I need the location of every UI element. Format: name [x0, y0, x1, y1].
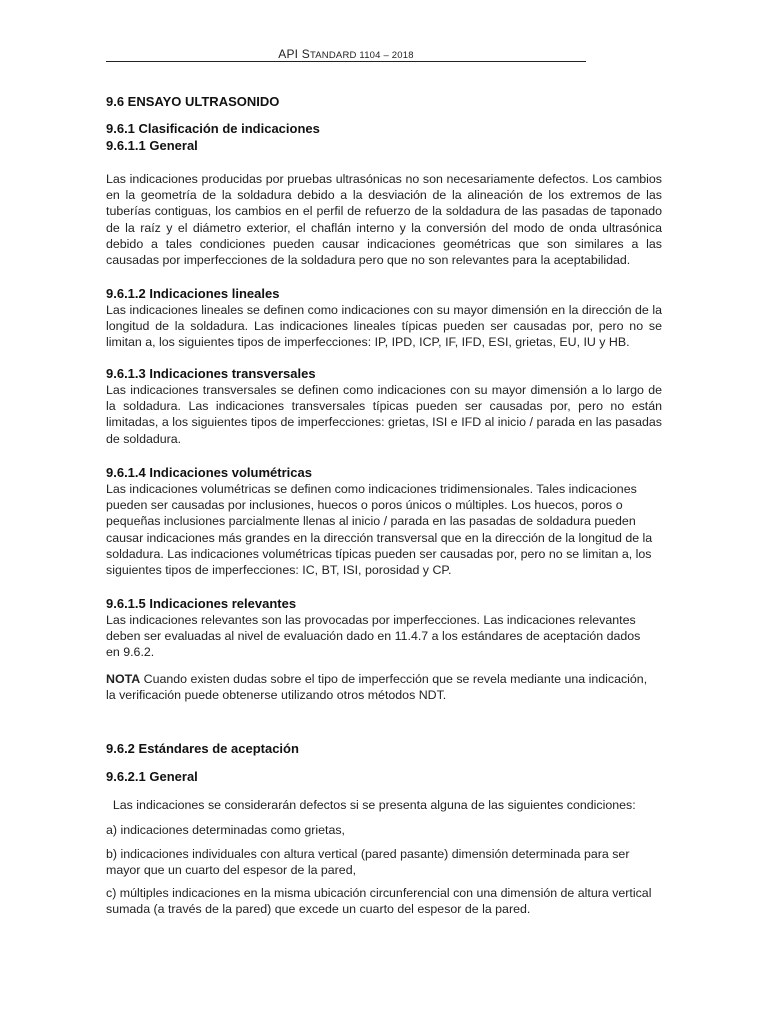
- text-line: Las indicaciones relevantes son las provocadas por imperfecciones. Las indicaciones relevantes: [106, 613, 636, 627]
- text-line: en 9.6.2.: [106, 645, 155, 660]
- paragraph-9-6-1-1: Las indicaciones producidas por pruebas ultrasónicas no son necesariamente defectos. Los cambios en la geometría de la soldadura debido a la desviación de la alineación de los extremos de las tuberías contiguas, los cambios en el perfil de refuerzo de la soldadura de las pasadas de taponado de la raíz y el diámetro exterior, el chaflán interno y la conversión del modo de onda ultrasónica debido a tales condiciones pueden causar indicaciones geométricas que son similares a las causadas por imperfecciones de la soldadura pero que no son relevantes para la aceptabilidad.: [106, 172, 662, 268]
- header-prefix: API: [278, 47, 302, 61]
- text-line: pequeñas inclusiones parcialmente llenas al inicio / parada en las pasadas de soldadura pueden: [106, 514, 636, 529]
- text-line: siguientes tipos de imperfecciones: IC, BT, ISI, porosidad y CP.: [106, 563, 452, 578]
- condition-item-b: [106, 846, 662, 878]
- text-line: sumada (a través de la pared) que excede un cuarto del espesor de la pared.: [106, 902, 531, 917]
- condition-item-a: a) indicaciones determinadas como grietas,: [106, 823, 345, 837]
- paragraph-9-6-1-4: [106, 481, 662, 578]
- paragraph-9-6-1-2: Las indicaciones lineales se definen como indicaciones con su mayor dimensión en la dirección de la longitud de la soldadura. Las indicaciones lineales típicas pueden ser causadas por, pero no se limitan a, los siguientes tipos de imperfecciones: IP, IPD, ICP, IF, IFD, ESI, grietas, EU, IU y HB.: [106, 303, 662, 350]
- note-line: [106, 671, 662, 687]
- header-rule: [106, 61, 586, 62]
- header-number: 1104 – 2018: [356, 50, 414, 61]
- paragraph-9-6-1-3: Las indicaciones transversales se definen como indicaciones con su mayor dimensión a lo largo de la soldadura. Las indicaciones transversales típicas pueden ser causadas por, pero no están limitadas, a los siguientes tipos de imperfecciones: grietas, ISI e IFD al inicio / parada en las pasadas de soldadura.: [106, 383, 662, 446]
- text-line: c) múltiples indicaciones en la misma ubicación circunferencial con una dimensión de altura vertical: [106, 886, 652, 900]
- text-line: causar indicaciones más grandes en la dirección transversal que en la dirección de la longitud de la: [106, 530, 653, 545]
- subsection-title-9-6-1-5: 9.6.1.5 Indicaciones relevantes: [106, 596, 297, 611]
- condition-item-c: [106, 885, 662, 917]
- subsection-title-9-6-1-2: 9.6.1.2 Indicaciones lineales: [106, 286, 280, 301]
- text-line: deben ser evaluadas al nivel de evaluación dado en 11.4.7 a los estándares de aceptación dados: [106, 629, 641, 644]
- text-line: mayor que un cuarto del espesor de la pared,: [106, 863, 357, 878]
- running-header: [106, 47, 586, 61]
- paragraph-9-6-1-5: [106, 612, 662, 661]
- text-line: Las indicaciones volumétricas se definen como indicaciones tridimensionales. Tales indicaciones: [106, 482, 637, 496]
- header-standard-cap: S: [301, 47, 310, 61]
- note-block: [106, 671, 662, 703]
- text-line: pueden ser causadas por inclusiones, huecos o poros únicos o múltiples. Los huecos, poros o: [106, 498, 623, 513]
- subsection-title-9-6-1-1: 9.6.1.1 General: [106, 138, 198, 153]
- subsection-title-9-6-2-1: 9.6.2.1 General: [106, 769, 198, 784]
- note-text: Cuando existen dudas sobre el tipo de imperfección que se revela mediante una indicación,: [140, 672, 648, 686]
- text-line: soldadura. Las indicaciones volumétricas típicas pueden ser causadas por, pero no se limitan a, los: [106, 546, 652, 561]
- header-standard-rest: TANDARD: [309, 50, 357, 61]
- subsection-title-9-6-1-4: 9.6.1.4 Indicaciones volumétricas: [106, 465, 312, 480]
- subsection-title-9-6-1-3: 9.6.1.3 Indicaciones transversales: [106, 366, 316, 381]
- section-title-9-6-1: 9.6.1 Clasificación de indicaciones: [106, 121, 320, 136]
- paragraph-9-6-2-1-intro: Las indicaciones se considerarán defectos si se presenta alguna de las siguientes condiciones:: [106, 798, 636, 812]
- section-title-9-6-2: 9.6.2 Estándares de aceptación: [106, 741, 299, 756]
- section-title-9-6: 9.6 ENSAYO ULTRASONIDO: [106, 94, 280, 109]
- note-line: la verificación puede obtenerse utilizando otros métodos NDT.: [106, 688, 447, 703]
- text-line: b) indicaciones individuales con altura vertical (pared pasante) dimensión determinada para ser: [106, 847, 630, 861]
- note-label: NOTA: [106, 672, 141, 686]
